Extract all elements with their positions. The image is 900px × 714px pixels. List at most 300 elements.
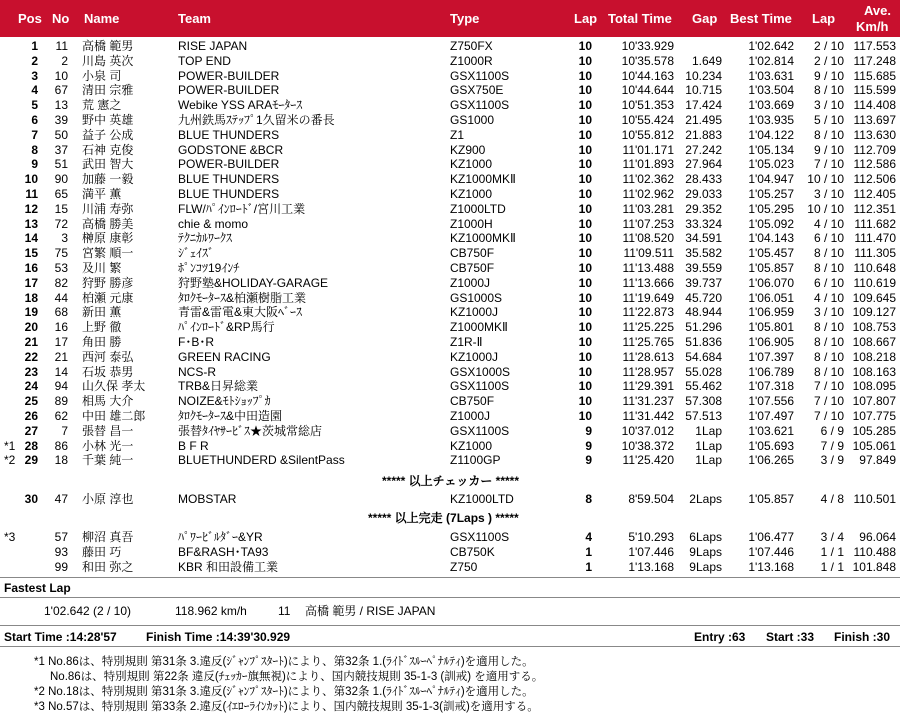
cell-type: KZ1000 [450, 438, 493, 453]
cell-total: 10'35.578 [621, 53, 674, 68]
cell-name: 川浦 寿弥 [82, 201, 134, 216]
cell-type: KZ1000LTD [450, 492, 514, 506]
cell-gap: 34.591 [685, 231, 722, 246]
cell-name: 和田 弥之 [82, 559, 134, 574]
cell-name: 小泉 司 [82, 68, 122, 83]
cell-team: ｼﾞｪｲｽﾞ [178, 246, 215, 261]
cell-team: FLW/ﾊﾟｲﾝﾛｰﾄﾞ/宮川工業 [178, 201, 306, 216]
cell-best: 1'05.801 [748, 320, 794, 335]
cell-no: 21 [54, 349, 68, 364]
cell-lap: 8 [585, 492, 592, 506]
cell-name: 高橋 範男 [82, 39, 134, 53]
cell-best: 1'05.257 [748, 187, 794, 201]
cell-type: KZ1000 [450, 157, 493, 172]
cell-ave: 112.351 [853, 201, 896, 216]
cell-type: KZ900 [450, 142, 486, 157]
cell-total: 10'55.424 [621, 113, 674, 127]
cell-bestlap: 8 / 10 [813, 320, 844, 335]
cell-total: 1'07.446 [628, 544, 674, 559]
cell-lap: 10 [578, 349, 592, 364]
cell-gap: 39.737 [685, 275, 722, 290]
cell-no: 15 [54, 201, 68, 216]
cell-bestlap: 7 / 9 [820, 438, 844, 453]
cell-team: ﾀﾛｸﾓｰﾀｰｽ&柏瀬樹脂工業 [178, 290, 307, 305]
cell-bestlap: 7 / 10 [813, 409, 844, 423]
cell-total: 10'44.644 [621, 83, 674, 98]
cell-lap: 10 [578, 275, 592, 290]
cell-bestlap: 8 / 10 [813, 349, 844, 364]
header-type: Type [450, 11, 480, 26]
cell-no: 62 [54, 409, 68, 423]
cell-pos: 6 [31, 113, 38, 127]
cell-name: 石神 克俊 [82, 142, 134, 157]
cell-team: B F R [178, 438, 209, 453]
cell-ave: 97.849 [859, 453, 896, 468]
cell-best: 1'02.814 [748, 53, 794, 68]
cell-pos: 4 [31, 83, 38, 98]
cell-no: 57 [54, 530, 68, 544]
entry-count: Entry :63 [694, 630, 746, 644]
cell-ave: 112.405 [853, 187, 896, 201]
cell-gap: 28.433 [685, 172, 722, 187]
cell-name: 千葉 純一 [82, 453, 134, 468]
cell-total: 10'38.372 [621, 438, 674, 453]
cell-no: 51 [54, 157, 68, 172]
fastest-lap-label: Fastest Lap [4, 581, 71, 595]
header-pos: Pos [18, 11, 42, 26]
cell-team: KBR 和田設備工業 [178, 559, 279, 574]
cell-name: 益子 公成 [82, 127, 134, 142]
cell-best: 1'06.905 [748, 335, 794, 349]
cell-best: 1'02.642 [748, 39, 794, 53]
cell-lap: 10 [578, 216, 592, 231]
cell-best: 1'04.122 [748, 127, 794, 142]
cell-best: 1'06.070 [748, 275, 794, 290]
cell-name: 狩野 勝彦 [82, 275, 134, 290]
cell-type: Z1000R [450, 53, 493, 68]
cell-total: 11'09.511 [623, 246, 674, 261]
cell-team: ﾊﾟｲﾝﾛｰﾄﾞ&RP馬行 [178, 320, 275, 335]
cell-bestlap: 6 / 10 [813, 275, 844, 290]
cell-team: 青雷&雷電&東大阪ﾍﾞｰｽ [178, 305, 303, 320]
cell-type: Z1000H [450, 216, 493, 231]
cell-lap: 10 [578, 98, 592, 113]
cell-total: 11'03.281 [622, 201, 674, 216]
cell-team: TRB&日昇総業 [178, 379, 259, 394]
cell-name: 及川 繁 [82, 261, 122, 275]
cell-no: 14 [54, 364, 68, 379]
cell-type: Z1000MKⅡ [450, 320, 508, 335]
cell-name: 柏瀬 元康 [82, 290, 134, 305]
cell-pos: 17 [24, 275, 38, 290]
cell-gap: 29.033 [685, 187, 722, 201]
cell-best: 1'06.789 [748, 364, 794, 379]
cell-no: 67 [54, 83, 68, 98]
cell-no: 53 [54, 261, 68, 275]
finish-count: Finish :30 [834, 630, 891, 644]
cell-ave: 108.753 [852, 320, 896, 335]
cell-best: 1'07.318 [748, 379, 794, 394]
cell-pos: 14 [24, 231, 38, 246]
cell-no: 10 [54, 68, 68, 83]
cell-no: 68 [54, 305, 68, 320]
finish-label: ***** 以上完走 (7Laps ) ***** [368, 511, 519, 525]
cell-pos: 15 [24, 246, 38, 261]
cell-pos: 23 [24, 364, 38, 379]
cell-best: 1'03.935 [748, 113, 794, 127]
cell-team: Webike YSS ARAﾓｰﾀｰｽ [178, 98, 303, 113]
cell-gap: 10.234 [685, 68, 722, 83]
cell-type: Z1R-Ⅱ [450, 335, 483, 349]
cell-total: 11'25.225 [622, 320, 674, 335]
cell-ave: 110.488 [853, 544, 896, 559]
checker-label: ***** 以上チェッカー ***** [382, 474, 520, 488]
cell-pos: 9 [31, 157, 38, 172]
cell-pos: 3 [31, 68, 38, 83]
cell-total: 11'28.613 [622, 349, 674, 364]
cell-total: 11'13.488 [622, 261, 674, 275]
cell-name: 満平 薫 [82, 187, 122, 201]
cell-no: 86 [54, 438, 68, 453]
cell-ave: 113.697 [853, 113, 896, 127]
cell-bestlap: 8 / 10 [813, 261, 844, 275]
cell-pos: 18 [24, 290, 38, 305]
separator [0, 646, 900, 647]
cell-lap: 10 [578, 379, 592, 394]
cell-bestlap: 4 / 8 [820, 492, 844, 506]
cell-team: 狩野塾&HOLIDAY-GARAGE [178, 275, 329, 290]
cell-best: 1'07.556 [748, 394, 794, 409]
cell-pos: 22 [24, 349, 38, 364]
cell-total: 11'29.391 [622, 379, 674, 394]
cell-pos: 24 [24, 379, 38, 394]
cell-lap: 10 [578, 246, 592, 261]
cell-team: 張替ﾀｲﾔｻｰﾋﾞｽ★茨城常総店 [178, 423, 323, 438]
cell-no: 11 [55, 39, 68, 53]
cell-bestlap: 1 / 1 [820, 559, 844, 574]
cell-pos: 29 [24, 453, 38, 468]
cell-lap: 10 [578, 127, 592, 142]
cell-team: BLUE THUNDERS [178, 187, 280, 201]
cell-bestlap: 3 / 10 [813, 98, 844, 113]
cell-gap: 27.242 [685, 142, 722, 157]
cell-team: ﾊﾟﾜｰﾋﾞﾙﾀﾞｰ&YR [178, 530, 263, 544]
cell-name: 柳沼 真吾 [82, 530, 134, 544]
cell-bestlap: 7 / 10 [813, 157, 844, 172]
cell-name: 清田 宗雅 [82, 83, 134, 98]
cell-ave: 107.807 [852, 394, 896, 409]
cell-ave: 117.248 [853, 53, 896, 68]
cell-ave: 108.095 [852, 379, 896, 394]
cell-ave: 113.630 [853, 127, 896, 142]
cell-lap: 10 [578, 201, 592, 216]
cell-pos: 7 [31, 127, 38, 142]
cell-bestlap: 9 / 10 [813, 142, 844, 157]
cell-ave: 111.682 [854, 216, 896, 231]
cell-best: 1'06.265 [748, 453, 794, 468]
cell-lap: 10 [578, 68, 592, 83]
cell-lap: 10 [578, 53, 592, 68]
cell-no: 82 [54, 275, 68, 290]
cell-best: 1'05.134 [748, 142, 794, 157]
cell-best: 1'07.397 [748, 349, 794, 364]
header-kmh: Km/h [856, 19, 889, 34]
cell-name: 山久保 孝太 [82, 379, 146, 394]
cell-name: 高橋 勝美 [82, 216, 134, 231]
cell-ave: 111.470 [854, 231, 896, 246]
cell-name: 石坂 恭男 [82, 364, 134, 379]
cell-ave: 112.709 [853, 142, 896, 157]
cell-total: 10'44.163 [621, 68, 674, 83]
cell-lap: 10 [578, 320, 592, 335]
cell-gap: 1Lap [695, 453, 722, 468]
cell-best: 1'05.857 [748, 261, 794, 275]
cell-best: 1'03.621 [748, 423, 794, 438]
cell-pos: 11 [25, 187, 38, 201]
cell-lap: 10 [578, 142, 592, 157]
cell-bestlap: 4 / 10 [813, 290, 844, 305]
cell-type: KZ1000 [450, 187, 493, 201]
cell-gap: 21.495 [685, 113, 722, 127]
cell-type: Z1000J [450, 275, 491, 290]
header-lap: Lap [574, 11, 598, 26]
fastest-lap-speed: 118.962 km/h [175, 604, 247, 618]
cell-team: chie & momo [178, 216, 249, 231]
cell-best: 1'04.143 [748, 231, 794, 246]
cell-no: 37 [54, 142, 68, 157]
cell-no: 94 [54, 379, 68, 394]
cell-gap: 1.649 [691, 53, 722, 68]
cell-gap: 6Laps [689, 530, 722, 544]
cell-ave: 115.685 [853, 68, 896, 83]
cell-pos: 19 [24, 305, 38, 320]
cell-lap: 10 [578, 157, 592, 172]
cell-team: POWER-BUILDER [178, 68, 280, 83]
cell-gap: 48.944 [685, 305, 722, 320]
cell-no: 50 [54, 127, 68, 142]
cell-name: 相馬 大介 [82, 394, 134, 409]
cell-lap: 10 [578, 305, 592, 320]
cell-total: 11'02.362 [622, 172, 674, 187]
cell-lap: 10 [578, 39, 592, 53]
cell-best: 1'05.457 [748, 246, 794, 261]
cell-pos: 12 [24, 201, 38, 216]
cell-lap: 10 [578, 187, 592, 201]
cell-type: KZ1000MKⅡ [450, 231, 516, 246]
cell-team: ﾃｸﾆｶﾙﾜｰｸｽ [178, 231, 233, 246]
cell-no: 3 [61, 231, 68, 246]
fastest-lap-no: 11 [278, 604, 291, 618]
cell-no: 89 [54, 394, 68, 409]
cell-team: ﾎﾟﾝｺﾂ19ｲﾝﾁ [178, 261, 240, 275]
fastest-lap-rider: 高橋 範男 / RISE JAPAN [305, 604, 436, 618]
cell-total: 11'19.649 [622, 290, 674, 305]
cell-name: 宮繁 順一 [82, 246, 134, 261]
cell-best: 1'07.446 [748, 544, 794, 559]
cell-mark: *3 [4, 530, 16, 544]
cell-gap: 39.559 [685, 261, 722, 275]
cell-type: Z750 [450, 559, 478, 574]
cell-total: 1'13.168 [628, 559, 674, 574]
cell-no: 93 [54, 544, 68, 559]
cell-ave: 96.064 [859, 530, 896, 544]
cell-total: 11'13.666 [622, 275, 674, 290]
cell-team: 九州鉄馬ｽﾃｯﾌﾟ1久留米の番長 [178, 113, 335, 127]
cell-total: 11'25.420 [622, 453, 674, 468]
cell-gap: 51.836 [685, 335, 722, 349]
cell-bestlap: 4 / 10 [813, 216, 844, 231]
cell-gap: 55.028 [685, 364, 722, 379]
cell-type: GSX1000S [450, 364, 511, 379]
cell-no: 13 [54, 98, 68, 113]
header-name: Name [84, 11, 120, 26]
cell-name: 小林 光一 [82, 438, 134, 453]
cell-gap: 29.352 [685, 201, 722, 216]
header-best-time: Best Time [730, 11, 792, 26]
cell-best: 1'03.631 [748, 68, 794, 83]
header-ave: Ave. [864, 3, 891, 18]
cell-bestlap: 7 / 10 [813, 394, 844, 409]
separator [0, 597, 900, 598]
cell-ave: 108.218 [852, 349, 896, 364]
cell-pos: 16 [24, 261, 38, 275]
cell-gap: 9Laps [689, 559, 722, 574]
cell-ave: 108.667 [852, 335, 896, 349]
cell-team: POWER-BUILDER [178, 83, 280, 98]
cell-pos: 2 [31, 53, 38, 68]
cell-bestlap: 3 / 10 [813, 187, 844, 201]
cell-total: 10'37.012 [621, 423, 674, 438]
cell-lap: 10 [578, 409, 592, 423]
cell-name: 角田 勝 [82, 335, 122, 349]
cell-type: GSX1100S [450, 379, 510, 394]
cell-total: 11'07.253 [622, 216, 674, 231]
cell-bestlap: 6 / 9 [820, 423, 844, 438]
cell-pos: 21 [24, 335, 38, 349]
cell-gap: 35.582 [685, 246, 722, 261]
cell-type: CB750K [450, 544, 495, 559]
cell-ave: 109.645 [852, 290, 896, 305]
cell-type: CB750F [450, 261, 495, 275]
cell-type: GSX1100S [450, 98, 510, 113]
cell-lap: 10 [578, 290, 592, 305]
cell-pos: 13 [24, 216, 38, 231]
cell-team: F･B･R [178, 335, 215, 349]
cell-total: 11'31.237 [622, 394, 674, 409]
cell-bestlap: 10 / 10 [807, 172, 844, 187]
cell-best: 1'05.023 [748, 157, 794, 172]
cell-lap: 10 [578, 113, 592, 127]
cell-total: 5'10.293 [628, 530, 674, 544]
cell-type: KZ1000J [450, 305, 499, 320]
cell-ave: 115.599 [853, 83, 896, 98]
cell-ave: 108.163 [852, 364, 896, 379]
cell-ave: 112.506 [853, 172, 896, 187]
cell-gap: 54.684 [685, 349, 722, 364]
cell-team: ﾀﾛｸﾓｰﾀｰｽ&中田造園 [178, 409, 283, 423]
header-gap: Gap [692, 11, 718, 26]
cell-gap: 33.324 [685, 216, 722, 231]
cell-name: 武田 智大 [82, 157, 134, 172]
cell-pos: 5 [31, 98, 38, 113]
cell-ave: 107.775 [852, 409, 896, 423]
cell-total: 11'01.893 [622, 157, 674, 172]
cell-bestlap: 2 / 10 [813, 39, 844, 53]
cell-lap: 4 [585, 530, 592, 544]
cell-type: Z1000LTD [450, 201, 506, 216]
cell-pos: 20 [24, 320, 38, 335]
cell-gap: 9Laps [689, 544, 722, 559]
cell-gap: 51.296 [685, 320, 722, 335]
cell-type: CB750F [450, 394, 495, 409]
cell-lap: 9 [585, 438, 592, 453]
cell-ave: 117.553 [853, 39, 896, 53]
cell-team: TOP END [178, 53, 231, 68]
cell-best: 1'05.295 [748, 201, 794, 216]
cell-total: 8'59.504 [628, 492, 674, 506]
cell-name: 西河 泰弘 [82, 349, 134, 364]
cell-no: 17 [54, 335, 68, 349]
cell-type: GS1000 [450, 113, 495, 127]
header-best-lap: Lap [812, 11, 836, 26]
cell-name: 張替 昌一 [82, 423, 134, 438]
cell-team: POWER-BUILDER [178, 157, 280, 172]
fastest-lap-time: 1'02.642 (2 / 10) [44, 604, 132, 618]
cell-best: 1'06.051 [748, 290, 794, 305]
cell-name: 川島 英次 [82, 53, 134, 68]
cell-lap: 1 [585, 559, 592, 574]
cell-gap: 55.462 [685, 379, 722, 394]
cell-team: BLUE THUNDERS [178, 127, 280, 142]
cell-pos: 25 [24, 394, 38, 409]
cell-no: 65 [54, 187, 68, 201]
cell-bestlap: 2 / 10 [813, 53, 844, 68]
cell-pos: 28 [24, 438, 38, 453]
cell-gap: 17.424 [685, 98, 722, 113]
cell-pos: 30 [24, 492, 38, 506]
cell-lap: 9 [585, 453, 592, 468]
cell-type: Z750FX [450, 39, 493, 53]
cell-pos: 1 [31, 39, 38, 53]
cell-pos: 10 [24, 172, 38, 187]
cell-bestlap: 8 / 10 [813, 127, 844, 142]
cell-type: GSX750E [450, 83, 504, 98]
cell-total: 10'55.812 [621, 127, 674, 142]
cell-ave: 114.408 [853, 98, 896, 113]
header-no: No [52, 11, 70, 26]
cell-no: 75 [54, 246, 68, 261]
cell-best: 1'06.477 [748, 530, 794, 544]
cell-team: BLUE THUNDERS [178, 172, 280, 187]
cell-total: 11'08.520 [622, 231, 674, 246]
cell-type: GSX1100S [450, 530, 510, 544]
cell-ave: 105.285 [852, 423, 896, 438]
cell-no: 99 [54, 559, 68, 574]
note-2: *2 No.18は、特別規則 第31条 3.違反(ｼﾞｬﾝﾌﾟｽﾀｰﾄ)により、第32条 1.(ﾗｲﾄﾞｽﾙｰﾍﾟﾅﾙﾃｨ)を適用した。 [34, 686, 534, 698]
cell-best: 1'04.947 [748, 172, 794, 187]
results-table-header [0, 0, 900, 37]
cell-bestlap: 8 / 10 [813, 364, 844, 379]
cell-gap: 10.715 [685, 83, 722, 98]
cell-team: GODSTONE &BCR [178, 142, 284, 157]
cell-ave: 109.127 [852, 305, 896, 320]
cell-gap: 21.883 [685, 127, 722, 142]
separator [0, 625, 900, 626]
cell-mark: *2 [4, 453, 16, 468]
cell-no: 90 [54, 172, 68, 187]
cell-name: 榊原 康彰 [82, 231, 134, 246]
cell-lap: 10 [578, 172, 592, 187]
